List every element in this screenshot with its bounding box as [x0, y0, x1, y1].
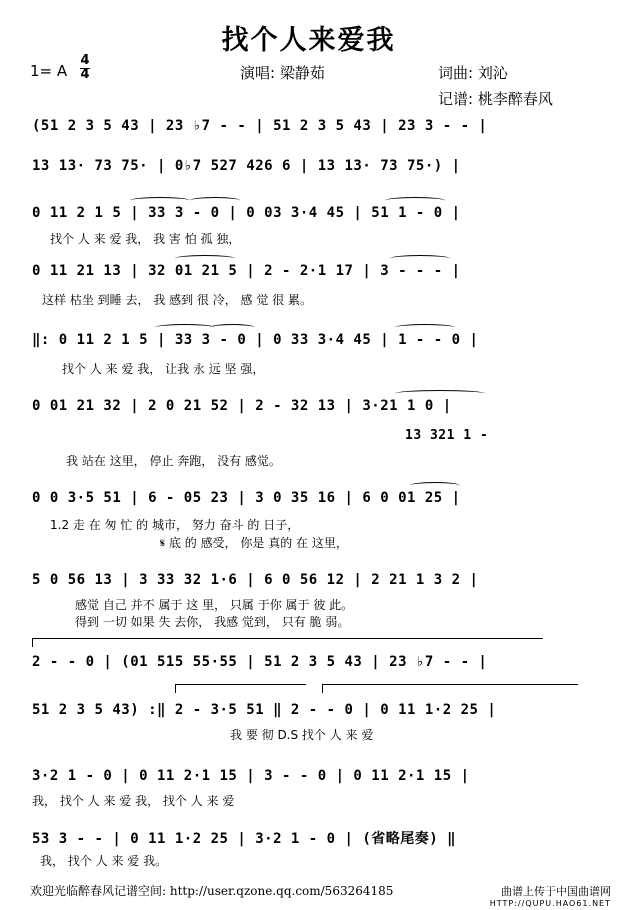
- lyric-row: 感觉 自己 并不 属于 这 里， 只属 于你 属于 彼 此。: [75, 598, 354, 612]
- slur-mark: [410, 482, 460, 489]
- notation-row: 0 01 21 32 | 2 0 21 52 | 2 - 32 13 | 3·21 1 0 |: [32, 398, 452, 414]
- slur-mark: [210, 324, 255, 331]
- transcriber-credit: 记谱: 桃李醉春风: [438, 90, 553, 108]
- lyric-row: 这样 枯坐 到睡 去， 我 感到 很 冷， 感 觉 很 累。: [42, 293, 312, 307]
- footer-text: 欢迎光临醉春风记谱空间: http://user.qzone.qq.com/563264185: [30, 884, 394, 898]
- lyric-row: 我 站在 这里， 停止 奔跑， 没有 感觉。: [66, 454, 281, 468]
- lyric-row: 找个 人 来 爱 我， 我 害 怕 孤 独，: [50, 232, 241, 246]
- song-title: 找个人来爱我: [221, 25, 396, 56]
- volta-bracket: [175, 684, 306, 693]
- ossia-row: 13 321 1 -: [405, 428, 489, 443]
- slur-mark: [155, 324, 215, 331]
- notation-row: 3·2 1 - 0 | 0 11 2·1 15 | 3 - - 0 | 0 11 2·1 15 |: [32, 768, 470, 784]
- notation-row: 13 13· 73 75· | 0♭7 527 426 6 | 13 13· 73 75·) |: [32, 158, 461, 174]
- notation-row: 0 0 3·5 51 | 6 - 05 23 | 3 0 35 16 | 6 0 01 25 |: [32, 490, 461, 506]
- slur-mark: [395, 324, 455, 331]
- notation-row: 51 2 3 5 43) :‖ 2 - 3·5 51 ‖ 2 - - 0 | 0 11 1·2 25 |: [32, 702, 497, 718]
- notation-row: 0 11 2 1 5 | 33 3 - 0 | 0 03 3·4 45 | 51 1 - 0 |: [32, 205, 461, 221]
- notation-row: (51 2 3 5 43 | 23 ♭7 - - | 51 2 3 5 43 | 23 3 - - |: [32, 118, 488, 134]
- slur-mark: [385, 197, 445, 204]
- volta-bracket: [32, 638, 543, 647]
- lyric-row: 我， 找个 人 来 爱 我， 找个 人 来 爱: [32, 794, 235, 808]
- lyric-row: 我 要 彻 D.S 找个 人 来 爱: [230, 728, 374, 742]
- time-signature-top: 4: [80, 53, 90, 68]
- lyric-row: 得到 一切 如果 失 去你， 我感 觉到， 只有 脆 弱。: [75, 615, 350, 629]
- lyric-row: 找个 人 来 爱 我， 让我 永 远 坚 强，: [62, 362, 265, 376]
- notation-row: 5 0 56 13 | 3 33 32 1·6 | 6 0 56 12 | 2 21 1 3 2 |: [32, 572, 479, 588]
- lyricist-credit: 词曲: 刘沁: [438, 64, 508, 82]
- watermark: [490, 886, 611, 910]
- volta-bracket: [322, 684, 578, 693]
- notation-row: 0 11 21 13 | 32 01 21 5 | 2 - 2·1 17 | 3 - - - |: [32, 263, 461, 279]
- slur-mark: [395, 390, 485, 397]
- notation-row: 53 3 - - | 0 11 1·2 25 | 3·2 1 - 0 | (省略尾奏) ‖: [32, 831, 457, 847]
- lyric-row: 我， 找个 人 来 爱 我。: [40, 854, 168, 868]
- watermark-line2: HTTP://QUPU.HAO61.NET: [489, 899, 611, 908]
- singer-credit: 演唱: 梁静茹: [240, 64, 325, 82]
- lyric-row: 1.2 走 在 匆 忙 的 城市， 努力 奋斗 的 日子，: [50, 518, 300, 532]
- time-signature-bottom: 4: [80, 67, 90, 82]
- notation-row: 2 - - 0 | (01 515 55·55 | 51 2 3 5 43 | 23 ♭7 - - |: [32, 654, 488, 670]
- slur-mark: [190, 197, 240, 204]
- watermark-line1: 曲谱上传于中国曲谱网: [501, 885, 611, 898]
- lyric-row: 𝄋 底 的 感受， 你是 真的 在 这里，: [160, 536, 348, 550]
- notation-row: ‖: 0 11 2 1 5 | 33 3 - 0 | 0 33 3·4 45 | 1 - - 0 |: [32, 332, 479, 348]
- slur-mark: [390, 255, 450, 262]
- key-signature: 1= A: [30, 62, 68, 80]
- slur-mark: [130, 197, 190, 204]
- time-signature: [80, 55, 90, 81]
- slur-mark: [175, 255, 235, 262]
